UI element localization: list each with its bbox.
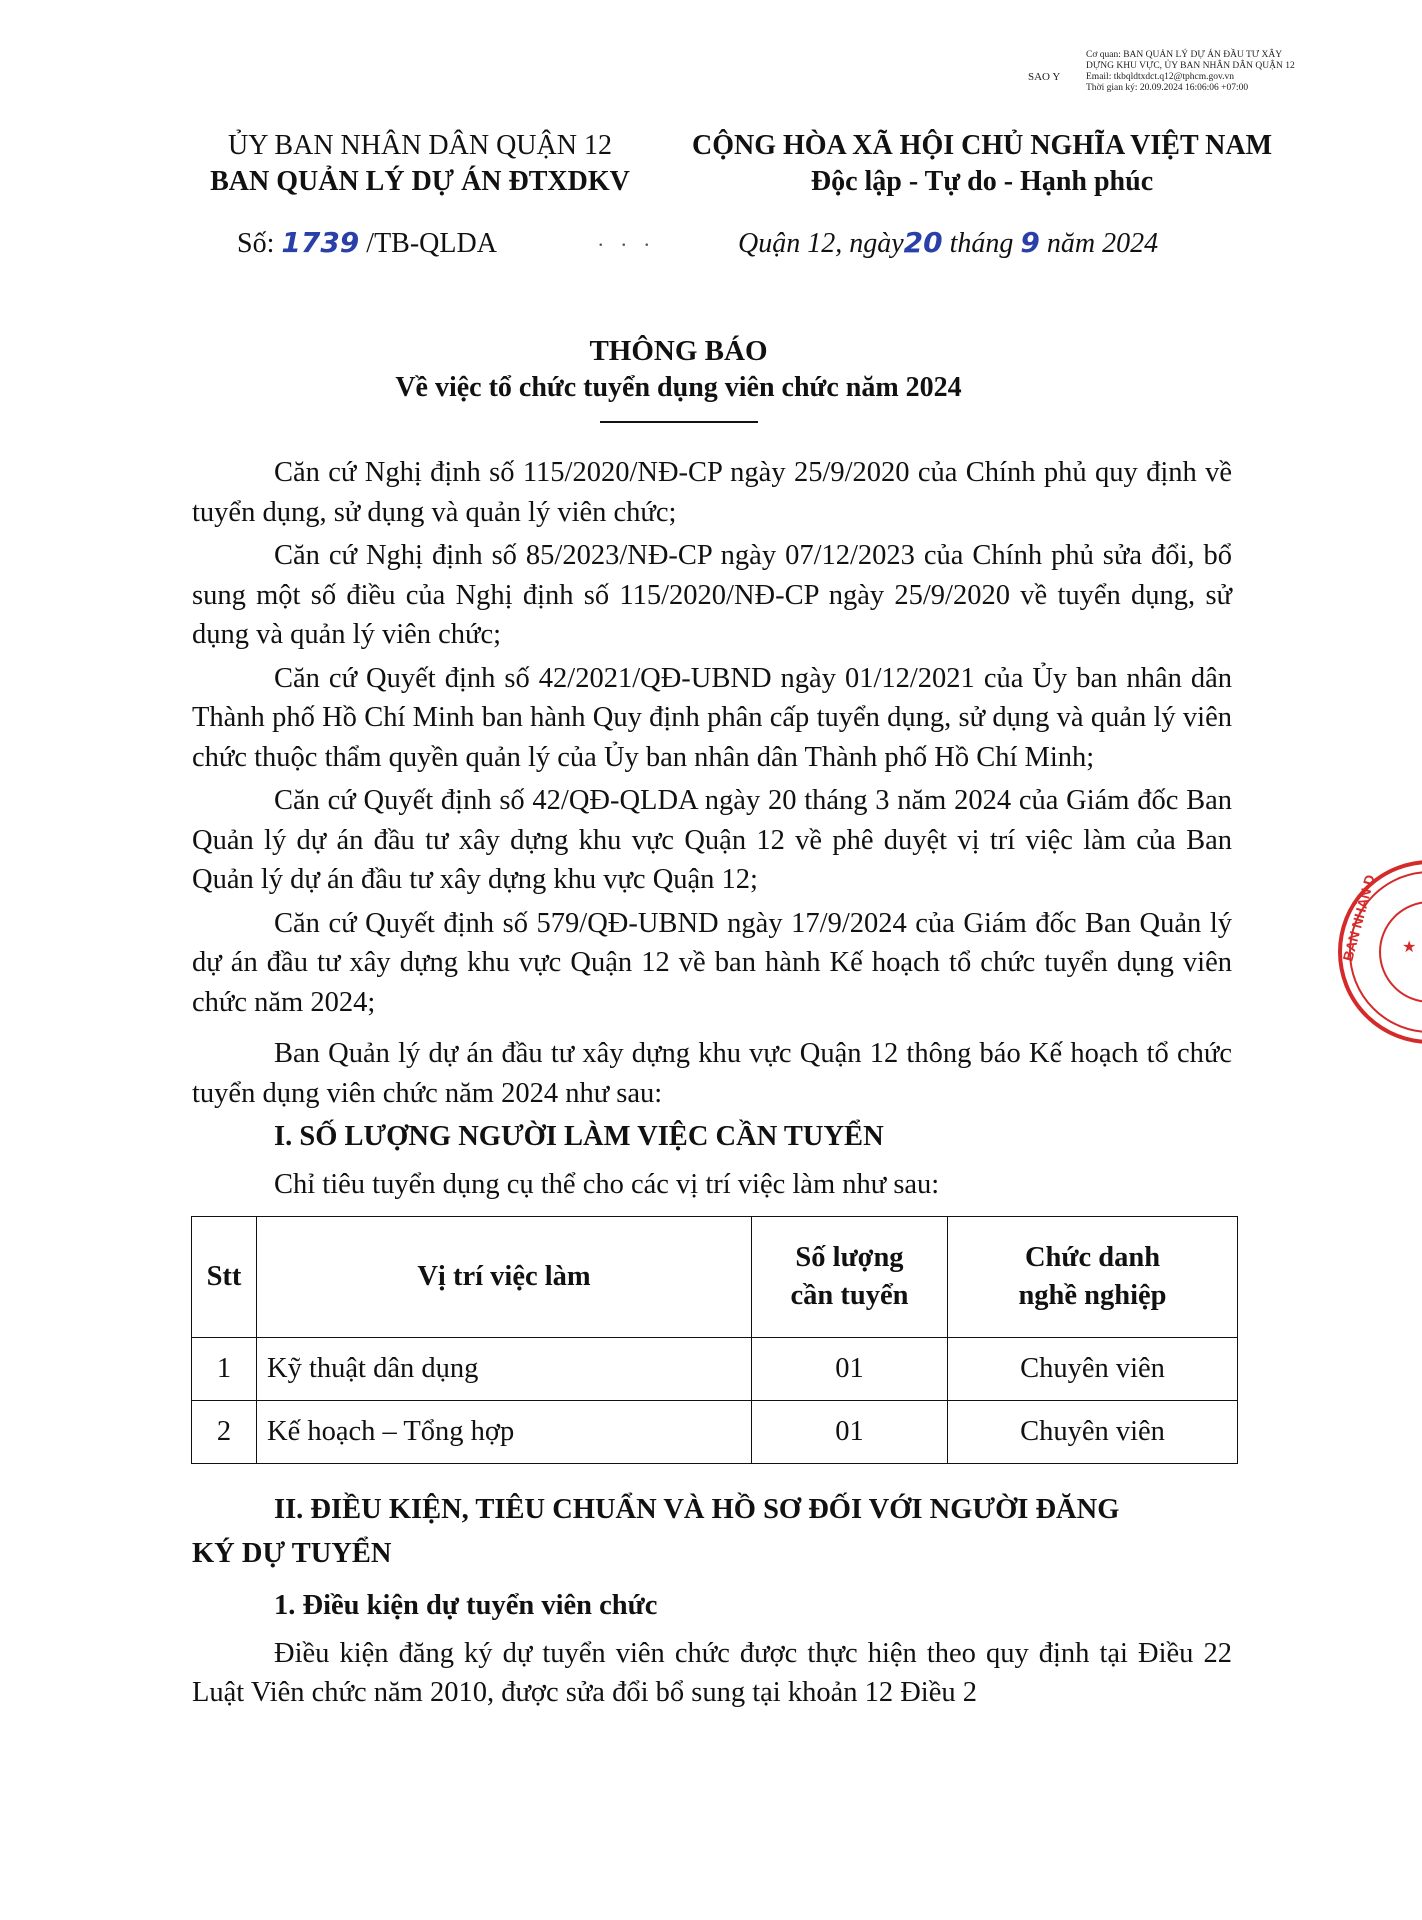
handwritten-number: 1739 — [281, 226, 360, 259]
title-header-line: Chức danh — [1024, 1242, 1161, 1273]
cell-quantity: 01 — [752, 1401, 948, 1464]
legal-basis-paragraph: Căn cứ Nghị định số 115/2020/NĐ-CP ngày 25/9/2020 của Chính phủ quy định về tuyển dụng, sử dụng và quản lý viên chức; — [192, 457, 1232, 528]
col-header-position: Vị trí việc làm — [257, 1217, 752, 1338]
number-suffix: /TB-QLDA — [366, 228, 497, 259]
quantity-header-line: Số lượng — [795, 1242, 904, 1273]
dotted-leader: . . . — [598, 226, 656, 251]
title-subject: Về việc tổ chức tuyển dụng viên chức năm 2024 — [395, 372, 962, 403]
col-header-quantity — [752, 1217, 948, 1338]
legal-basis-paragraph: Căn cứ Quyết định số 42/2021/QĐ-UBND ngày 01/12/2021 của Ủy ban nhân dân Thành phố Hồ Chí Minh ban hành Quy định phân cấp tuyển dụng, sử dụng và quản lý viên chức thuộc thẩm quyền quản lý của Ủy ban nhân dân Thành phố Hồ Chí Minh; — [192, 662, 1232, 773]
cell-title: Chuyên viên — [948, 1401, 1238, 1464]
signature-line: Cơ quan: BAN QUẢN LÝ DỰ ÁN ĐẦU TƯ XÂY — [1086, 50, 1283, 60]
cell-stt: 2 — [192, 1401, 257, 1464]
title-underline — [600, 421, 758, 423]
issuing-agency — [170, 128, 670, 200]
legal-basis-paragraph: Căn cứ Nghị định số 85/2023/NĐ-CP ngày 07/12/2023 của Chính phủ sửa đổi, bổ sung một số điều của Nghị định số 115/2020/NĐ-CP ngày 25/9/2020 về tuyển dụng, sử dụng và quản lý viên chức; — [192, 540, 1232, 650]
signature-line: Thời gian ký: 20.09.2024 16:06:06 +07:00 — [1086, 83, 1249, 93]
signature-line: DỰNG KHU VỰC, ỦY BAN NHÂN DÂN QUẬN 12 — [1086, 61, 1295, 71]
section-heading-continued: KÝ DỰ TUYỂN — [192, 1538, 392, 1569]
svg-text:BAN NHÂN D: BAN NHÂN D — [1339, 872, 1378, 963]
legal-basis-paragraph: Căn cứ Quyết định số 579/QĐ-UBND ngày 17/9/2024 của Giám đốc Ban Quản lý dự án đầu tư xây dựng khu vực Quận 12 về ban hành Kế hoạch tổ chức tuyển dụng viên chức năm 2024; — [192, 907, 1232, 1018]
cell-quantity: 01 — [752, 1338, 948, 1401]
section-intro: Chỉ tiêu tuyển dụng cụ thể cho các vị trí việc làm như sau: — [274, 1168, 940, 1200]
cell-position: Kỹ thuật dân dụng — [257, 1338, 752, 1401]
quantity-header-line: cần tuyển — [790, 1280, 909, 1311]
national-motto — [662, 128, 1302, 200]
number-prefix: Số: — [237, 228, 275, 259]
legal-basis-paragraph: Căn cứ Quyết định số 42/QĐ-QLDA ngày 20 tháng 3 năm 2024 của Giám đốc Ban Quản lý dự án đầu tư xây dựng khu vực Quận 12 về phê duyệt vị trí việc làm của Ban Quản lý dự án đầu tư xây dựng khu vực Quận 12; — [192, 785, 1232, 895]
body-paragraph: Điều kiện đăng ký dự tuyển viên chức được thực hiện theo quy định tại Điều 22 Luật Viên chức năm 2010, được sửa đổi bổ sung tại khoản 12 Điều 2 — [192, 1637, 1232, 1708]
date-year: năm 2024 — [1046, 228, 1159, 259]
country-name: CỘNG HÒA XÃ HỘI CHỦ NGHĨA VIỆT NAM — [691, 130, 1273, 161]
cell-stt: 1 — [192, 1338, 257, 1401]
announcement-paragraph: Ban Quản lý dự án đầu tư xây dựng khu vực Quận 12 thông báo Kế hoạch tổ chức tuyển dụng viên chức năm 2024 như sau: — [192, 1038, 1232, 1109]
handwritten-month: 9 — [1020, 226, 1040, 259]
agency-parent: ỦY BAN NHÂN DÂN QUẬN 12 — [228, 130, 612, 161]
document-body — [192, 453, 1232, 1717]
table-header-row — [192, 1217, 1238, 1338]
table-row — [192, 1401, 1238, 1464]
title-heading: THÔNG BÁO — [589, 335, 768, 367]
date-prefix: Quận 12, ngày — [738, 228, 904, 259]
svg-text:★: ★ — [1402, 937, 1417, 956]
document-title — [0, 333, 1357, 423]
subsection-heading: 1. Điều kiện dự tuyển viên chức — [274, 1590, 658, 1621]
official-stamp — [1312, 852, 1422, 1052]
section-heading: II. ĐIỀU KIỆN, TIÊU CHUẨN VÀ HỒ SƠ ĐỐI VỚI NGƯỜI ĐĂNG — [274, 1494, 1120, 1525]
motto: Độc lập - Tự do - Hạnh phúc — [810, 166, 1154, 197]
handwritten-day: 20 — [903, 226, 943, 259]
document-number — [237, 226, 497, 260]
cell-position: Kế hoạch – Tổng hợp — [257, 1401, 752, 1464]
agency-name: BAN QUẢN LÝ DỰ ÁN ĐTXDKV — [210, 166, 630, 197]
stamp-seal-icon — [1312, 852, 1422, 1052]
title-header-line: nghề nghiệp — [1018, 1280, 1167, 1311]
date-month-label: tháng — [949, 228, 1014, 259]
table-row — [192, 1338, 1238, 1401]
cell-title: Chuyên viên — [948, 1338, 1238, 1401]
signature-line: Email: tkbqldtxdct.q12@tphcm.gov.vn — [1086, 72, 1234, 82]
issue-date — [738, 226, 1158, 260]
recruitment-table — [191, 1216, 1238, 1464]
section-heading: I. SỐ LƯỢNG NGƯỜI LÀM VIỆC CẦN TUYỂN — [274, 1121, 884, 1152]
copy-label: SAO Y — [1028, 71, 1061, 83]
col-header-stt: Stt — [192, 1217, 257, 1338]
digital-signature-block — [1086, 50, 1348, 94]
col-header-title — [948, 1217, 1238, 1338]
